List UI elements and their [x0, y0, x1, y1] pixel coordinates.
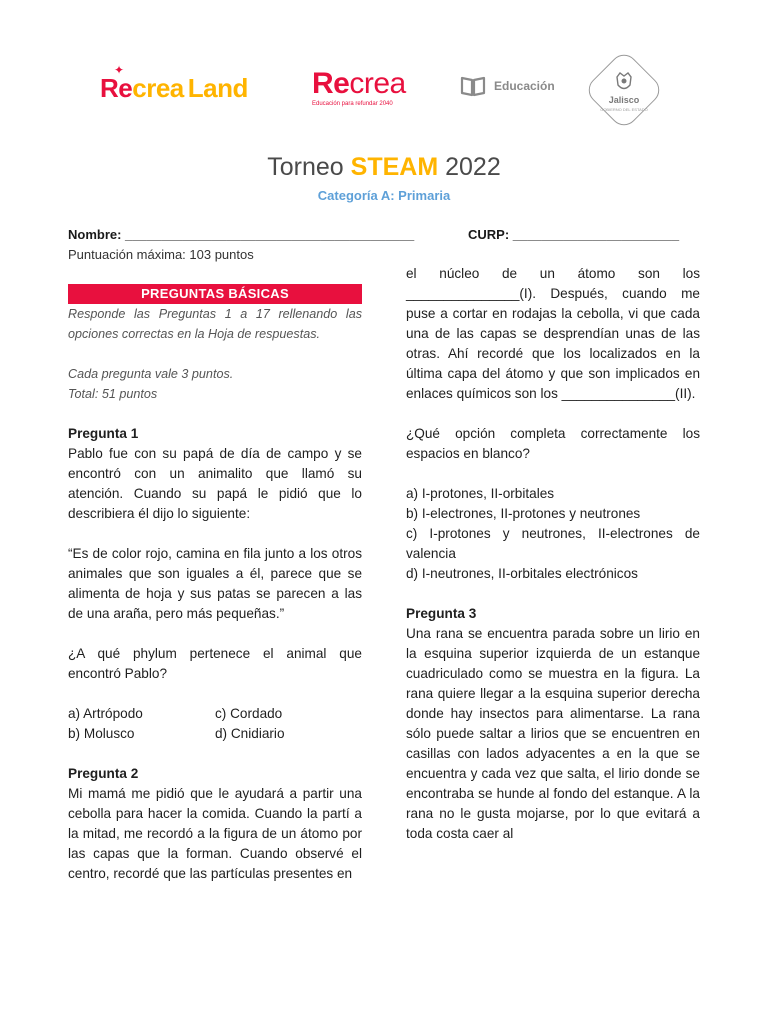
question-2-text: Mi mamá me pidió que le ayudará a partir una cebolla para hacer la comida. Cuando la partí a la mitad, me recordó a la figura de un átomo por las capas que la forman. Cuando observé el centro, recordé que las partículas presentes en: [68, 786, 362, 881]
option-c[interactable]: c) I-protones y neutrones, II-electrones de valencia: [406, 526, 700, 561]
name-row: [68, 227, 700, 242]
option-a[interactable]: a) Artrópodo: [68, 706, 143, 721]
question-1-quote: “Es de color rojo, camina en fila junto a los otros animales que son iguales a él, parece que se alimenta de hoja y sus patas se parecen a las de una araña, pero más pequeñas.”: [68, 546, 362, 621]
question-3-text: Una rana se encuentra parada sobre un lirio en la esquina superior izquierda de un estanque cuadriculado como se muestra en la figura. La rana quiere llegar a la esquina superior derecha donde hay insectos para alimentarse. La rana sólo puede saltar a lirios que se encuentren en casillas con lados adyacentes a en la que se encuentra y cada vez que salta, el lirio donde se encontraba se hunde al fondo del estanque. A la rana no le gusta mojarse, por lo que evitará a toda costa caer al: [406, 626, 700, 841]
recrea-land-logo: ✦ Recrea Land: [100, 63, 248, 103]
question-value: Cada pregunta vale 3 puntos.: [68, 367, 234, 381]
educacion-logo: Educación: [460, 75, 555, 97]
jalisco-logo: Jalisco GOBIERNO DEL ESTADO: [585, 55, 663, 133]
question-1-options: [68, 704, 362, 744]
recrea-logo: Recrea Educación para refundar 2040: [312, 67, 406, 107]
section-banner: PREGUNTAS BÁSICAS: [68, 284, 362, 304]
option-d[interactable]: d) I-neutrones, II-orbitales electrónicos: [406, 566, 638, 581]
header-logos: [0, 55, 768, 135]
crest-icon: [614, 71, 634, 93]
max-score: Puntuación máxima: 103 puntos: [68, 247, 254, 262]
option-b[interactable]: b) I-electrones, II-protones y neutrones: [406, 506, 641, 521]
right-column: [406, 264, 700, 844]
sparkle-icon: ✦: [114, 63, 124, 77]
option-b[interactable]: b) Molusco: [68, 726, 135, 741]
category-subtitle: Categoría A: Primaria: [317, 188, 451, 203]
name-field[interactable]: Nombre: ________________________________________: [68, 227, 415, 242]
question-2-text-continued: el núcleo de un átomo son los _______________(I). Después, cuando me puse a cortar en rodajas la cebolla, vi que cada una de las capas se desprendían unas de las otras. Ahí recordé que los localizados en la última capa del átomo y que son implicados en enlaces químicos son los _______________(II).: [406, 266, 700, 401]
question-1-title: Pregunta 1: [68, 426, 139, 441]
question-2-prompt: ¿Qué opción completa correctamente los espacios en blanco?: [406, 426, 700, 461]
question-2-title: Pregunta 2: [68, 766, 139, 781]
question-1-text: Pablo fue con su papá de día de campo y se encontró con un animalito que llamó su atención. Cuando su papá le pidió que lo describiera él dijo lo siguiente:: [68, 446, 362, 521]
option-c[interactable]: c) Cordado: [215, 706, 283, 721]
question-3-title: Pregunta 3: [406, 606, 477, 621]
left-column: [68, 284, 362, 884]
option-d[interactable]: d) Cnidiario: [215, 726, 285, 741]
curp-field[interactable]: CURP: _______________________: [468, 227, 680, 242]
section-instruction: Responde las Preguntas 1 a 17 rellenando las opciones correctas en la Hoja de respuestas.: [68, 307, 362, 341]
section-total: Total: 51 puntos: [68, 387, 158, 401]
book-icon: [460, 75, 486, 97]
page-title: Torneo STEAM 2022: [267, 153, 501, 181]
option-a[interactable]: a) I-protones, II-orbitales: [406, 486, 555, 501]
question-1-prompt: ¿A qué phylum pertenece el animal que encontró Pablo?: [68, 646, 362, 681]
